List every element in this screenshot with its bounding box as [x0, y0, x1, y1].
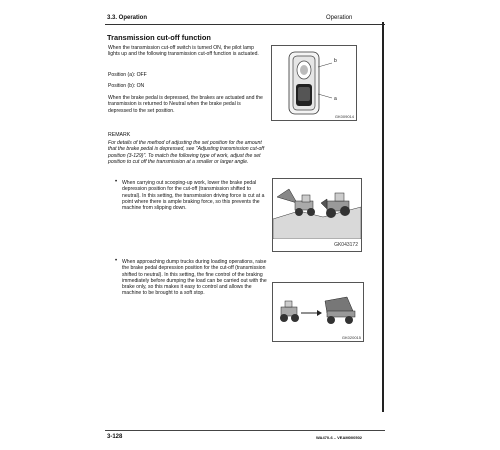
dump-truck-figure	[272, 282, 364, 342]
switch-figure	[271, 45, 357, 121]
right-margin-bar	[382, 22, 384, 412]
header-rule	[105, 24, 385, 25]
position-b-text: Position (b): ON	[108, 83, 145, 89]
figure-code: GK009014	[334, 114, 354, 119]
page-title: Transmission cut-off function	[107, 33, 211, 42]
bullet-dump-truck-text: When approaching dump trucks during loading operations, raise the brake pedal depression position for the cut-off (transmission shifted to neutral). In this setting, the fine control of the braking immediately before dumping the load can be carried out with the brake only, so this makes it easy to control and allows the machine to be brought to a soft stop.	[122, 259, 267, 297]
section-header: 3.3. Operation	[107, 15, 148, 21]
chapter-header: Operation	[326, 15, 353, 21]
loader-approach-truck-illustration	[273, 283, 363, 333]
bullet-marker: •	[115, 179, 118, 185]
brake-paragraph: When the brake pedal is depressed, the brakes are actuated and the transmission is returned to Neutral when the brake pedal is depressed to the set position.	[108, 95, 263, 114]
loader-icon	[280, 301, 299, 322]
remark-text: For details of the method of adjusting the set position for the amount that the brake pedal is depressed, see "Adjusting transmission cut-off position (3-129)". To match the following type of work, adjust the set position to cut off the transmission at a smaller or larger angle.	[108, 140, 265, 165]
figure-label-a: a	[334, 96, 337, 102]
cutoff-switch-illustration	[272, 46, 356, 120]
bullet-scooping-text: When carrying out scooping-up work, lower the brake pedal depression position for the cut-off (transmission shifted to neutral). In this setting, the transmission driving force is cut at a point where there is ample braking force, so this prevents the machine from slipping down.	[122, 180, 265, 212]
wheel-loader-slope-illustration	[273, 179, 361, 239]
document-code: WA470-6 – VEAM000502	[316, 435, 363, 440]
intro-paragraph: When the transmission cut-off switch is turned ON, the pilot lamp lights up and the following transmission cut-off function is actuated.	[108, 45, 259, 58]
figure-label-b: b	[334, 58, 337, 64]
position-a-text: Position (a): OFF	[108, 72, 147, 78]
bullet-marker: •	[115, 258, 118, 264]
arrow-right-icon	[317, 310, 322, 316]
figure-code: GK020015	[341, 335, 361, 340]
remark-heading: REMARK	[108, 132, 131, 138]
scooping-figure	[272, 178, 362, 252]
dump-truck-icon	[325, 297, 355, 324]
loader-right-icon	[321, 193, 350, 218]
figure-code: GK043172	[334, 242, 358, 248]
page-number: 3-128	[107, 434, 123, 440]
footer-rule	[105, 430, 385, 431]
